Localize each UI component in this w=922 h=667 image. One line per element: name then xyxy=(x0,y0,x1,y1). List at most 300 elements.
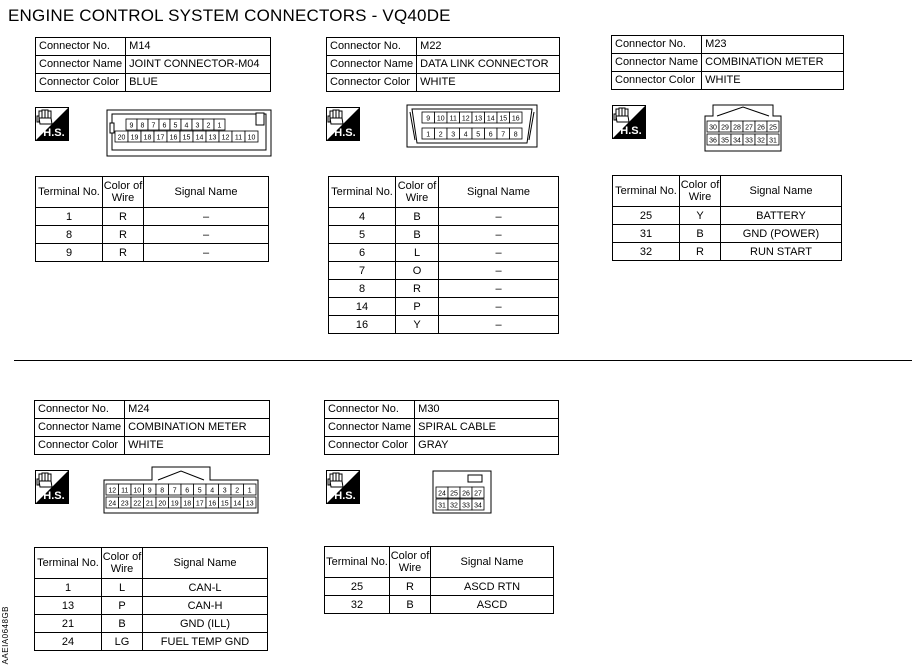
connector-color-label: Connector Color xyxy=(327,74,417,92)
terminal-row xyxy=(329,244,559,262)
signal-name-cell: FUEL TEMP GND xyxy=(143,633,268,651)
terminal-no-cell: 24 xyxy=(35,633,102,651)
hand-held-symbol-icon xyxy=(326,470,360,504)
wire-color-cell: P xyxy=(396,298,439,316)
signal-name-cell: – xyxy=(439,226,559,244)
terminal-row xyxy=(613,225,842,243)
pin-15 xyxy=(219,497,232,508)
pin-9 xyxy=(422,112,435,123)
svg-text:27: 27 xyxy=(474,490,482,498)
connector-name-label: Connector Name xyxy=(612,54,702,72)
svg-text:H.S.: H.S. xyxy=(334,490,356,502)
svg-text:13: 13 xyxy=(208,134,217,142)
connector-color-value: WHITE xyxy=(702,72,844,90)
pin-12 xyxy=(460,112,473,123)
pin-14 xyxy=(193,131,206,142)
wire-color-cell: Y xyxy=(396,316,439,334)
connector-no-label: Connector No. xyxy=(35,401,125,419)
svg-text:2: 2 xyxy=(235,487,240,495)
pin-9 xyxy=(126,119,137,130)
pin-17 xyxy=(154,131,167,142)
terminal-row xyxy=(36,244,269,262)
svg-text:3: 3 xyxy=(195,122,200,130)
terminal-no-header: Terminal No. xyxy=(329,177,396,208)
pin-2 xyxy=(203,119,214,130)
pin-35 xyxy=(719,134,731,145)
terminal-row xyxy=(329,280,559,298)
pin-26 xyxy=(460,487,472,498)
svg-text:31: 31 xyxy=(769,137,777,145)
pin-4 xyxy=(181,119,192,130)
page-title: ENGINE CONTROL SYSTEM CONNECTORS - VQ40DE xyxy=(8,6,451,25)
svg-text:19: 19 xyxy=(130,134,139,142)
svg-text:8: 8 xyxy=(160,487,165,495)
wire-color-cell: L xyxy=(396,244,439,262)
terminal-row xyxy=(329,208,559,226)
connector-color-label: Connector Color xyxy=(36,74,126,92)
m30-connector-face xyxy=(432,470,492,519)
pin-14 xyxy=(231,497,244,508)
svg-text:18: 18 xyxy=(183,500,192,508)
connector-no-label: Connector No. xyxy=(325,401,415,419)
connector-color-value: GRAY xyxy=(415,437,559,455)
signal-name-cell: CAN-L xyxy=(143,579,268,597)
pin-32 xyxy=(448,499,460,510)
m14-connector-face xyxy=(106,109,272,162)
connector-name-label: Connector Name xyxy=(327,56,417,74)
svg-text:10: 10 xyxy=(436,115,445,123)
wire-color-cell: B xyxy=(102,615,143,633)
color-of-wire-header: Color of Wire xyxy=(102,548,143,579)
svg-text:20: 20 xyxy=(117,134,126,142)
svg-text:6: 6 xyxy=(162,122,167,130)
terminal-row xyxy=(329,262,559,280)
svg-text:13: 13 xyxy=(474,115,483,123)
pin-15 xyxy=(180,131,193,142)
signal-name-header: Signal Name xyxy=(439,177,559,208)
pin-27 xyxy=(472,487,484,498)
pin-7 xyxy=(148,119,159,130)
terminal-no-header: Terminal No. xyxy=(613,176,680,207)
wire-color-cell: R xyxy=(396,280,439,298)
terminal-row xyxy=(35,615,268,633)
wire-color-cell: R xyxy=(103,226,144,244)
svg-text:3: 3 xyxy=(451,131,456,139)
terminal-no-cell: 8 xyxy=(329,280,396,298)
svg-text:5: 5 xyxy=(173,122,178,130)
svg-text:33: 33 xyxy=(462,502,470,510)
svg-text:H.S.: H.S. xyxy=(43,490,65,502)
pin-24 xyxy=(436,487,448,498)
signal-name-cell: – xyxy=(439,298,559,316)
connector-diagram xyxy=(102,466,260,514)
svg-text:32: 32 xyxy=(450,502,458,510)
svg-text:18: 18 xyxy=(143,134,152,142)
svg-text:9: 9 xyxy=(129,122,134,130)
svg-text:19: 19 xyxy=(170,500,179,508)
terminal-no-header: Terminal No. xyxy=(325,547,390,578)
wire-color-cell: R xyxy=(390,578,431,596)
pin-1 xyxy=(422,128,435,139)
m23-terminal-table xyxy=(612,175,842,261)
wire-color-cell: R xyxy=(103,208,144,226)
terminal-row xyxy=(329,226,559,244)
pin-33 xyxy=(460,499,472,510)
svg-text:21: 21 xyxy=(145,500,154,508)
m22-info-table xyxy=(326,37,560,92)
wire-color-cell: R xyxy=(680,243,721,261)
pin-7 xyxy=(497,128,510,139)
pin-10 xyxy=(435,112,448,123)
signal-name-cell: – xyxy=(144,226,269,244)
terminal-row xyxy=(35,633,268,651)
svg-text:16: 16 xyxy=(511,115,520,123)
hand-held-symbol-icon xyxy=(326,107,360,141)
pin-29 xyxy=(719,121,731,132)
pin-10 xyxy=(131,484,144,495)
svg-text:4: 4 xyxy=(184,122,189,130)
svg-text:15: 15 xyxy=(220,500,229,508)
svg-text:22: 22 xyxy=(133,500,142,508)
svg-text:12: 12 xyxy=(108,487,117,495)
signal-name-cell: – xyxy=(439,262,559,280)
signal-name-cell: – xyxy=(144,244,269,262)
pin-19 xyxy=(169,497,182,508)
svg-text:8: 8 xyxy=(140,122,145,130)
terminal-row xyxy=(36,226,269,244)
svg-text:5: 5 xyxy=(197,487,202,495)
pin-3 xyxy=(219,484,232,495)
svg-text:11: 11 xyxy=(449,115,457,123)
terminal-no-cell: 16 xyxy=(329,316,396,334)
pin-5 xyxy=(472,128,485,139)
signal-name-cell: ASCD RTN xyxy=(431,578,554,596)
svg-text:4: 4 xyxy=(210,487,215,495)
pin-36 xyxy=(707,134,719,145)
hand-held-symbol-icon xyxy=(35,107,69,141)
svg-text:1: 1 xyxy=(426,131,431,139)
connector-name-label: Connector Name xyxy=(325,419,415,437)
pin-31 xyxy=(436,499,448,510)
terminal-row xyxy=(35,579,268,597)
signal-name-cell: CAN-H xyxy=(143,597,268,615)
connector-no-label: Connector No. xyxy=(327,38,417,56)
color-of-wire-header: Color of Wire xyxy=(390,547,431,578)
pin-24 xyxy=(106,497,119,508)
connector-name-label: Connector Name xyxy=(36,56,126,74)
wire-color-cell: B xyxy=(396,226,439,244)
pin-19 xyxy=(128,131,141,142)
signal-name-cell: RUN START xyxy=(721,243,842,261)
pin-7 xyxy=(169,484,182,495)
terminal-no-cell: 32 xyxy=(325,596,390,614)
signal-name-header: Signal Name xyxy=(431,547,554,578)
svg-text:2: 2 xyxy=(206,122,211,130)
m23-info-table xyxy=(611,35,844,90)
terminal-row xyxy=(613,207,842,225)
connector-no-label: Connector No. xyxy=(36,38,126,56)
connector-no-label: Connector No. xyxy=(612,36,702,54)
connector-color-value: BLUE xyxy=(126,74,271,92)
pin-26 xyxy=(755,121,767,132)
svg-text:1: 1 xyxy=(247,487,252,495)
pin-3 xyxy=(192,119,203,130)
m14-terminal-table xyxy=(35,176,269,262)
pin-20 xyxy=(115,131,128,142)
m24-connector-face xyxy=(102,466,260,519)
wire-color-cell: Y xyxy=(680,207,721,225)
svg-text:7: 7 xyxy=(151,122,156,130)
terminal-no-header: Terminal No. xyxy=(35,548,102,579)
m22-terminal-table xyxy=(328,176,559,334)
svg-text:14: 14 xyxy=(486,115,495,123)
pin-11 xyxy=(447,112,460,123)
terminal-no-cell: 32 xyxy=(613,243,680,261)
wire-color-cell: L xyxy=(102,579,143,597)
pin-5 xyxy=(170,119,181,130)
terminal-no-cell: 4 xyxy=(329,208,396,226)
signal-name-cell: GND (POWER) xyxy=(721,225,842,243)
pin-30 xyxy=(707,121,719,132)
figure-code: AAEIA0648GB xyxy=(1,606,10,665)
pin-13 xyxy=(244,497,257,508)
svg-text:7: 7 xyxy=(501,131,506,139)
svg-text:25: 25 xyxy=(450,490,458,498)
svg-text:8: 8 xyxy=(513,131,518,139)
pin-8 xyxy=(137,119,148,130)
pin-18 xyxy=(181,497,194,508)
pin-4 xyxy=(206,484,219,495)
pin-5 xyxy=(194,484,207,495)
connector-color-label: Connector Color xyxy=(612,72,702,90)
terminal-row xyxy=(329,316,559,334)
pin-1 xyxy=(214,119,225,130)
terminal-no-cell: 1 xyxy=(35,579,102,597)
pin-13 xyxy=(206,131,219,142)
svg-text:24: 24 xyxy=(438,490,446,498)
signal-name-cell: BATTERY xyxy=(721,207,842,225)
connector-name-label: Connector Name xyxy=(35,419,125,437)
connector-name-value: SPIRAL CABLE xyxy=(415,419,559,437)
terminal-no-cell: 14 xyxy=(329,298,396,316)
hand-held-symbol-icon xyxy=(612,105,646,139)
pin-16 xyxy=(510,112,523,123)
terminal-no-cell: 25 xyxy=(325,578,390,596)
svg-text:7: 7 xyxy=(172,487,177,495)
wire-color-cell: R xyxy=(103,244,144,262)
terminal-no-cell: 31 xyxy=(613,225,680,243)
svg-text:35: 35 xyxy=(721,137,729,145)
connector-no-value: M30 xyxy=(415,401,559,419)
pin-3 xyxy=(447,128,460,139)
m22-connector-face xyxy=(406,104,538,153)
pin-9 xyxy=(144,484,157,495)
terminal-row xyxy=(35,597,268,615)
svg-text:16: 16 xyxy=(208,500,217,508)
pin-11 xyxy=(119,484,132,495)
pin-27 xyxy=(743,121,755,132)
connector-no-value: M23 xyxy=(702,36,844,54)
svg-text:11: 11 xyxy=(234,134,243,142)
section-divider xyxy=(14,360,912,361)
signal-name-header: Signal Name xyxy=(144,177,269,208)
pin-2 xyxy=(435,128,448,139)
svg-text:29: 29 xyxy=(721,124,729,132)
connector-color-label: Connector Color xyxy=(325,437,415,455)
connector-diagram xyxy=(432,470,492,514)
svg-text:3: 3 xyxy=(222,487,227,495)
pin-32 xyxy=(755,134,767,145)
svg-text:26: 26 xyxy=(462,490,470,498)
pin-33 xyxy=(743,134,755,145)
m23-connector-face xyxy=(703,104,783,157)
svg-text:6: 6 xyxy=(185,487,190,495)
pin-23 xyxy=(119,497,132,508)
pin-1 xyxy=(244,484,257,495)
svg-text:24: 24 xyxy=(108,500,117,508)
connector-name-value: JOINT CONNECTOR-M04 xyxy=(126,56,271,74)
svg-text:32: 32 xyxy=(757,137,765,145)
connector-no-value: M22 xyxy=(417,38,560,56)
svg-text:H.S.: H.S. xyxy=(43,127,65,139)
connector-color-value: WHITE xyxy=(417,74,560,92)
svg-text:11: 11 xyxy=(121,487,129,495)
pin-4 xyxy=(460,128,473,139)
svg-text:14: 14 xyxy=(195,134,204,142)
pin-6 xyxy=(485,128,498,139)
svg-text:16: 16 xyxy=(169,134,178,142)
pin-8 xyxy=(510,128,523,139)
terminal-no-cell: 8 xyxy=(36,226,103,244)
signal-name-header: Signal Name xyxy=(721,176,842,207)
svg-text:9: 9 xyxy=(147,487,152,495)
svg-text:30: 30 xyxy=(709,124,717,132)
pin-12 xyxy=(219,131,232,142)
m30-terminal-table xyxy=(324,546,554,614)
wire-color-cell: LG xyxy=(102,633,143,651)
signal-name-cell: GND (ILL) xyxy=(143,615,268,633)
pin-2 xyxy=(231,484,244,495)
color-of-wire-header: Color of Wire xyxy=(396,177,439,208)
signal-name-cell: – xyxy=(439,208,559,226)
svg-text:13: 13 xyxy=(245,500,254,508)
pin-14 xyxy=(485,112,498,123)
svg-text:17: 17 xyxy=(195,500,204,508)
pin-34 xyxy=(731,134,743,145)
svg-text:4: 4 xyxy=(463,131,468,139)
pin-11 xyxy=(232,131,245,142)
svg-text:14: 14 xyxy=(233,500,242,508)
pin-31 xyxy=(767,134,779,145)
svg-text:31: 31 xyxy=(438,502,446,510)
pin-17 xyxy=(194,497,207,508)
terminal-no-cell: 25 xyxy=(613,207,680,225)
pin-25 xyxy=(767,121,779,132)
hand-held-symbol-icon xyxy=(35,470,69,504)
svg-text:23: 23 xyxy=(120,500,129,508)
svg-text:10: 10 xyxy=(247,134,256,142)
pin-18 xyxy=(141,131,154,142)
signal-name-cell: – xyxy=(439,244,559,262)
svg-text:26: 26 xyxy=(757,124,765,132)
terminal-no-cell: 7 xyxy=(329,262,396,280)
m14-info-table xyxy=(35,37,271,92)
signal-name-cell: – xyxy=(144,208,269,226)
terminal-no-cell: 9 xyxy=(36,244,103,262)
pin-25 xyxy=(448,487,460,498)
svg-text:28: 28 xyxy=(733,124,741,132)
terminal-no-cell: 21 xyxy=(35,615,102,633)
wire-color-cell: O xyxy=(396,262,439,280)
signal-name-cell: – xyxy=(439,280,559,298)
pin-22 xyxy=(131,497,144,508)
pin-6 xyxy=(159,119,170,130)
m30-info-table xyxy=(324,400,559,455)
svg-text:2: 2 xyxy=(438,131,443,139)
terminal-no-cell: 13 xyxy=(35,597,102,615)
svg-text:15: 15 xyxy=(499,115,508,123)
wire-color-cell: B xyxy=(680,225,721,243)
terminal-row xyxy=(329,298,559,316)
pin-12 xyxy=(106,484,119,495)
svg-text:5: 5 xyxy=(476,131,481,139)
svg-text:1: 1 xyxy=(217,122,222,130)
connector-name-value: DATA LINK CONNECTOR xyxy=(417,56,560,74)
connector-diagram xyxy=(106,109,272,157)
svg-text:H.S.: H.S. xyxy=(620,125,642,137)
signal-name-cell: – xyxy=(439,316,559,334)
pin-8 xyxy=(156,484,169,495)
terminal-no-cell: 1 xyxy=(36,208,103,226)
signal-name-cell: ASCD xyxy=(431,596,554,614)
pin-16 xyxy=(206,497,219,508)
connector-no-value: M24 xyxy=(125,401,270,419)
color-of-wire-header: Color of Wire xyxy=(680,176,721,207)
svg-text:33: 33 xyxy=(745,137,753,145)
m24-terminal-table xyxy=(34,547,268,651)
svg-text:34: 34 xyxy=(733,137,741,145)
terminal-row xyxy=(613,243,842,261)
pin-28 xyxy=(731,121,743,132)
pin-10 xyxy=(245,131,258,142)
m24-info-table xyxy=(34,400,270,455)
svg-text:17: 17 xyxy=(156,134,165,142)
svg-text:27: 27 xyxy=(745,124,753,132)
terminal-no-header: Terminal No. xyxy=(36,177,103,208)
pin-21 xyxy=(144,497,157,508)
terminal-row xyxy=(325,596,554,614)
svg-text:6: 6 xyxy=(488,131,493,139)
connector-no-value: M14 xyxy=(126,38,271,56)
pin-16 xyxy=(167,131,180,142)
wire-color-cell: B xyxy=(390,596,431,614)
svg-text:20: 20 xyxy=(158,500,167,508)
pin-34 xyxy=(472,499,484,510)
terminal-no-cell: 5 xyxy=(329,226,396,244)
terminal-row xyxy=(325,578,554,596)
svg-text:34: 34 xyxy=(474,502,482,510)
pin-15 xyxy=(497,112,510,123)
svg-text:9: 9 xyxy=(426,115,431,123)
signal-name-header: Signal Name xyxy=(143,548,268,579)
connector-color-label: Connector Color xyxy=(35,437,125,455)
svg-text:12: 12 xyxy=(461,115,470,123)
svg-text:36: 36 xyxy=(709,137,717,145)
wire-color-cell: B xyxy=(396,208,439,226)
pin-20 xyxy=(156,497,169,508)
connector-diagram xyxy=(406,104,538,148)
svg-text:12: 12 xyxy=(221,134,230,142)
